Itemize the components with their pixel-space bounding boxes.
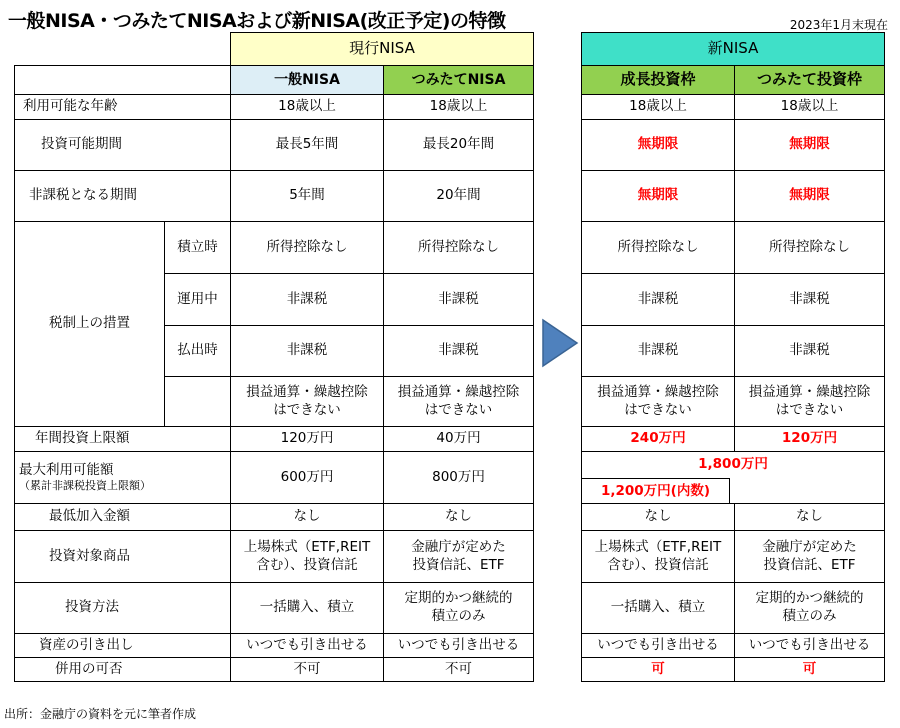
cell-value: 所得控除なし [231,222,384,274]
cell-value: 800万円 [384,452,534,504]
cell-value: 所得控除なし [735,222,885,274]
row-label-minimum: 最低加入金額 [15,504,231,531]
max-total-value: 1,800万円 [698,456,768,472]
cell-value: 可 [735,658,885,682]
cell-value: 非課税 [231,326,384,377]
arrow-right-icon [541,318,579,368]
cell-value: 無期限 [735,120,885,171]
max-amount-cell [582,452,885,504]
cell-value: 損益通算・繰越控除 はできない [735,377,885,427]
cell-value: 上場株式（ETF,REIT 含む）、投資信託 [231,531,384,583]
row-label-method: 投資方法 [15,583,231,634]
cell-value: いつでも引き出せる [735,634,885,658]
cell-value: 不可 [384,658,534,682]
cell-value: 無期限 [582,120,735,171]
cell-value: いつでも引き出せる [384,634,534,658]
row-sublabel-contribution: 積立時 [165,222,231,274]
col-tsumitate-frame: つみたて投資枠 [735,66,885,95]
cell-value: 定期的かつ継続的 積立のみ [384,583,534,634]
cell-value: 一括購入、積立 [582,583,735,634]
current-nisa-header: 現行NISA [231,33,534,66]
cell-value: 定期的かつ継続的 積立のみ [735,583,885,634]
cell-value: 非課税 [384,274,534,326]
cell-value: なし [384,504,534,531]
page-title: 一般NISA・つみたてNISAおよび新NISA(改正予定)の特徴 [8,10,506,32]
cell-value: いつでも引き出せる [231,634,384,658]
corner-cell [15,66,231,95]
current-nisa-table [14,32,534,682]
cell-value: 最長5年間 [231,120,384,171]
cell-value: なし [231,504,384,531]
row-sublabel-withdrawal: 払出時 [165,326,231,377]
cell-value: 所得控除なし [582,222,735,274]
cell-value: 40万円 [384,427,534,452]
cell-value: 600万円 [231,452,384,504]
cell-value: 上場株式（ETF,REIT 含む）、投資信託 [582,531,735,583]
cell-value: 不可 [231,658,384,682]
cell-value: 無期限 [582,171,735,222]
col-ippan-nisa: 一般NISA [231,66,384,95]
cell-value: 120万円 [735,427,885,452]
cell-value: 所得控除なし [384,222,534,274]
row-sublabel-operation: 運用中 [165,274,231,326]
cell-value: 非課税 [735,326,885,377]
cell-value: なし [735,504,885,531]
cell-value: 非課税 [231,274,384,326]
cell-value: 金融庁が定めた 投資信託、ETF [735,531,885,583]
cell-value: 18歳以上 [582,95,735,120]
row-label-tax-measures: 税制上の措置 [15,222,165,427]
row-label-age: 利用可能な年齢 [15,95,231,120]
cell-value: 損益通算・繰越控除 はできない [384,377,534,427]
cell-value: 最長20年間 [384,120,534,171]
row-label-period: 投資可能期間 [15,120,231,171]
row-label-combined: 併用の可否 [15,658,231,682]
col-growth-frame: 成長投資枠 [582,66,735,95]
cell-value: 非課税 [384,326,534,377]
cell-value: 損益通算・繰越控除 はできない [231,377,384,427]
cell-value: 18歳以上 [735,95,885,120]
cell-value: 無期限 [735,171,885,222]
empty-sublabel [165,377,231,427]
new-nisa-header: 新NISA [582,33,885,66]
cell-value: 5年間 [231,171,384,222]
max-growth-value: 1,200万円(内数) [582,478,730,503]
cell-value: 18歳以上 [384,95,534,120]
cell-value: 金融庁が定めた 投資信託、ETF [384,531,534,583]
new-nisa-table [581,32,885,682]
cell-value: 非課税 [735,274,885,326]
cell-value: なし [582,504,735,531]
cell-value: 18歳以上 [231,95,384,120]
cell-value: 損益通算・繰越控除 はできない [582,377,735,427]
cell-value: 一括購入、積立 [231,583,384,634]
cell-value: 120万円 [231,427,384,452]
cell-value: 240万円 [582,427,735,452]
as-of-date: 2023年1月末現在 [789,18,888,32]
row-label-taxfree-period: 非課税となる期間 [15,171,231,222]
cell-value: 非課税 [582,326,735,377]
row-label-annual-limit: 年間投資上限額 [15,427,231,452]
cell-value: 20年間 [384,171,534,222]
row-label-max-amount: 最大利用可能額 （累計非課税投資上限額） [15,452,231,504]
cell-value: 可 [582,658,735,682]
row-label-withdraw: 資産の引き出し [15,634,231,658]
source-note: 出所：金融庁の資料を元に筆者作成 [4,707,197,721]
cell-value: いつでも引き出せる [582,634,735,658]
cell-value: 非課税 [582,274,735,326]
row-label-products: 投資対象商品 [15,531,231,583]
col-tsumitate-nisa: つみたてNISA [384,66,534,95]
